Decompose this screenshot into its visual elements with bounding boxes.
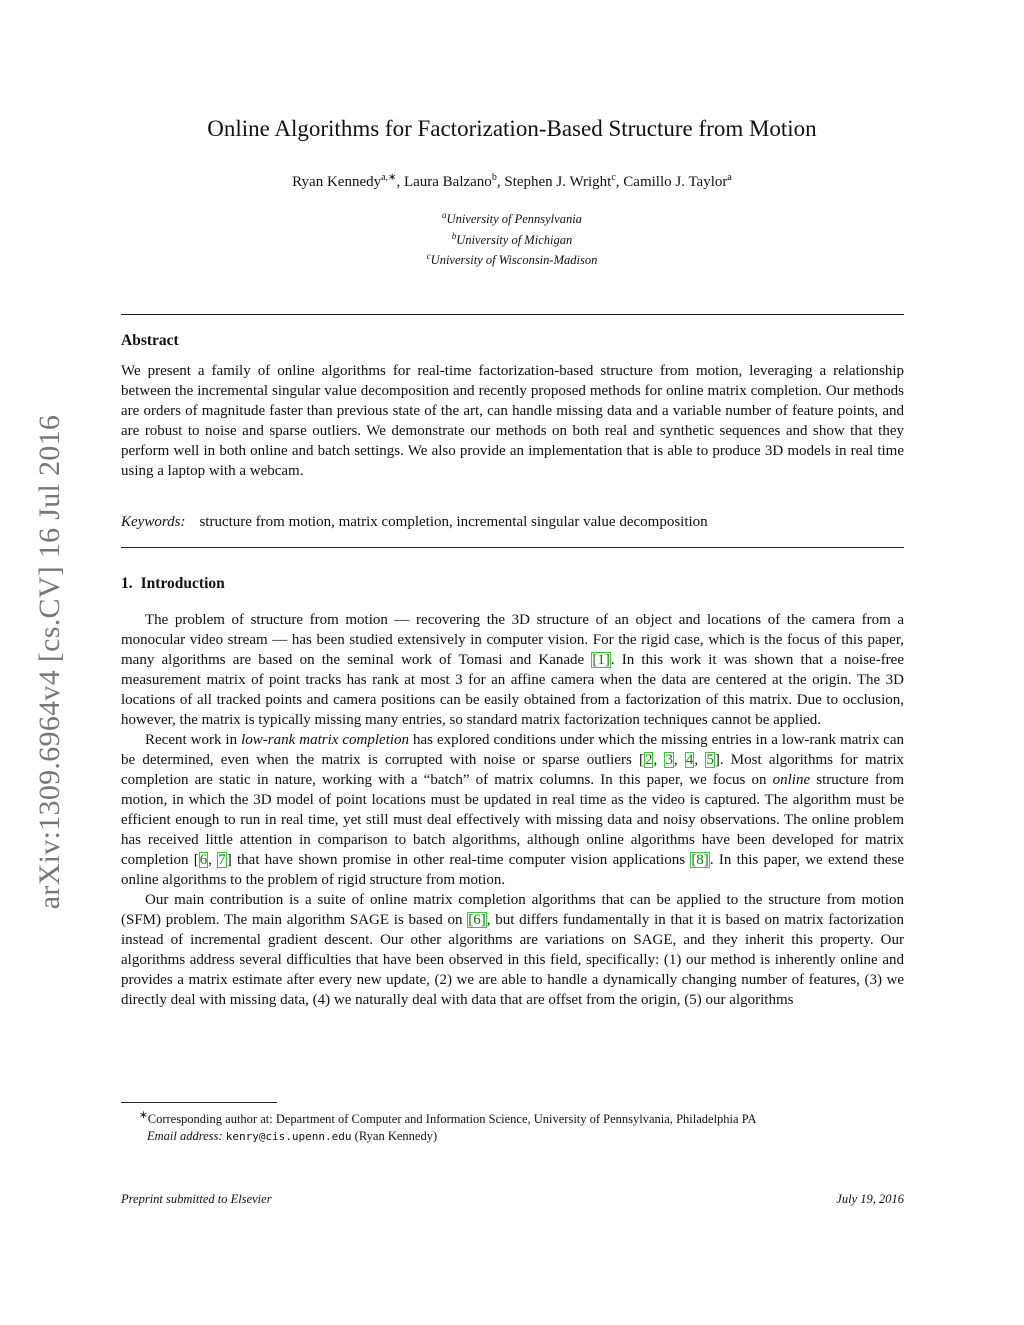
author-affiliation-mark: b [491,172,497,183]
affiliation: $^c$University of Wisconsin-Madison [426,251,598,268]
citation-link[interactable]: 6 [199,852,208,868]
emphasis: online [772,772,811,788]
abstract-text: We present a family of online algorithms for real-time factorization-based structure from motion, leveraging a relationship between the incremental singular value decomposition and recently proposed methods for online matrix completion. Our methods are orders of magnitude faster than previous state of the art, can handle missing data and a variable number of feature points, and are robust to noise and sparse outliers. We demonstrate our methods on both real and synthetic sequences and show that they perform well in both online and batch settings. We also provide an implementation that is able to produce 3D models in real time using a laptop with a webcam. [121,363,904,479]
keywords-text: structure from motion, matrix completion, incremental singular value decomposition [199,514,708,530]
citation-link[interactable]: 3 [665,752,673,768]
citation-link[interactable]: 4 [685,752,694,768]
author-list: Ryan Kennedy$^{a,∗}$, Laura Balzano$^b$, Stephen J. Wright$^c$, Camillo J. Taylor$^a$ [292,172,732,190]
citation-link[interactable]: [8] [691,852,709,868]
section-title: Introduction [140,575,225,592]
email-link[interactable]: kenry@cis.upenn.edu [225,1130,352,1144]
paper-title: Online Algorithms for Factorization-Based Structure from Motion [207,116,817,141]
affiliation: $^a$University of Pennsylvania [442,210,582,227]
footnote-corresponding: ∗Corresponding author at: Department of Computer and Information Science, University of Pennsylvania, Philadelphia PA [139,1110,757,1127]
affiliation-list [120,207,904,269]
footer-preprint-note: Preprint submitted to Elsevier [121,1192,272,1206]
author-affiliation-mark: c [611,172,616,183]
footnote-rule [121,1102,277,1103]
author-affiliation-mark: a,∗ [381,172,397,183]
citation-link[interactable]: 5 [706,752,714,768]
footnote-mark: ∗ [139,1110,148,1121]
keywords-label: Keywords: [121,514,186,530]
abstract-bottom-rule [121,547,904,548]
abstract-top-rule [121,314,904,315]
keywords [121,512,904,532]
affiliation: $^b$University of Michigan [451,230,573,247]
author-name: Laura Balzano [403,174,492,190]
arxiv-identifier: arXiv:1309.6964v4 [cs.CV] 16 Jul 2016 [33,414,66,910]
footer-date: July 19, 2016 [836,1192,904,1206]
footnote [121,1107,904,1145]
citation-link[interactable]: 2 [644,752,653,768]
author-name: Ryan Kennedy [292,174,382,190]
paragraph: Our main contribution is a suite of online matrix completion algorithms that can be applied to the structure from motion (SFM) problem. The main algorithm SAGE is based on [6], but differs fundamentally in that it is based on matrix factorization instead of incremental gradient descent. Our other algorithms are variations on SAGE, and they inherit this property. Our algorithms address several difficulties that have been observed in this field, specifically: (1) our method is inherently online and provides a matrix estimate after every new update, (2) we are able to handle a dynamically changing number of features, (3) we directly deal with missing data, (4) we naturally deal with data that are offset from the origin, (5) our algorithms [121,892,904,1008]
paragraph: Recent work in low-rank matrix completion has explored conditions under which the missing entries in a low-rank matrix can be determined, even when the matrix is corrupted with noise or sparse outliers [2, 3, 4, 5]. Most algorithms for matrix completion are static in nature, working with a “batch” of matrix columns. In this paper, we focus on online structure from motion, in which the 3D model of point locations must be updated in real time as the video is captured. The algorithm must be efficient enough to run in real time, yet still must deal effectively with missing data and noisy observations. The online problem has received little attention in comparison to batch algorithms, although online algorithms have been developed for matrix completion [6, 7] that have shown promise in other real-time computer vision applications [8]. In this paper, we extend these online algorithms to the problem of rigid structure from motion. [121,732,905,888]
paragraph: The problem of structure from motion — recovering the 3D structure of an object and locations of the camera from a monocular video stream — has been studied extensively in computer vision. For the rigid case, which is the focus of this paper, many algorithms are based on the seminal work of Tomasi and Kanade [1]. In this work it was shown that a noise-free measurement matrix of point tracks has rank at most 3 for an affine camera when the data are centered at the origin. The 3D locations of all tracked points and camera positions can be easily obtained from a factorization of this matrix. Due to occlusion, however, the matrix is typically missing many entries, so standard matrix factorization techniques cannot be applied. [121,612,904,728]
section-heading [121,575,225,593]
citation-link[interactable]: 7 [218,852,226,868]
footnote-email: Email address: kenry@cis.upenn.edu (Ryan Kennedy) [147,1129,438,1144]
author-name: Camillo J. Taylor [623,174,728,190]
citation-link[interactable]: [6] [468,912,486,928]
author-affiliation-mark: a [727,172,732,183]
citation-link[interactable]: [1] [592,652,610,668]
author-name: Stephen J. Wright [504,174,612,190]
abstract-heading: Abstract [121,332,179,349]
emphasis: low-rank matrix completion [241,732,410,748]
intro-body [121,610,904,1010]
page-footer [121,1192,904,1207]
section-number: 1. [121,575,133,592]
